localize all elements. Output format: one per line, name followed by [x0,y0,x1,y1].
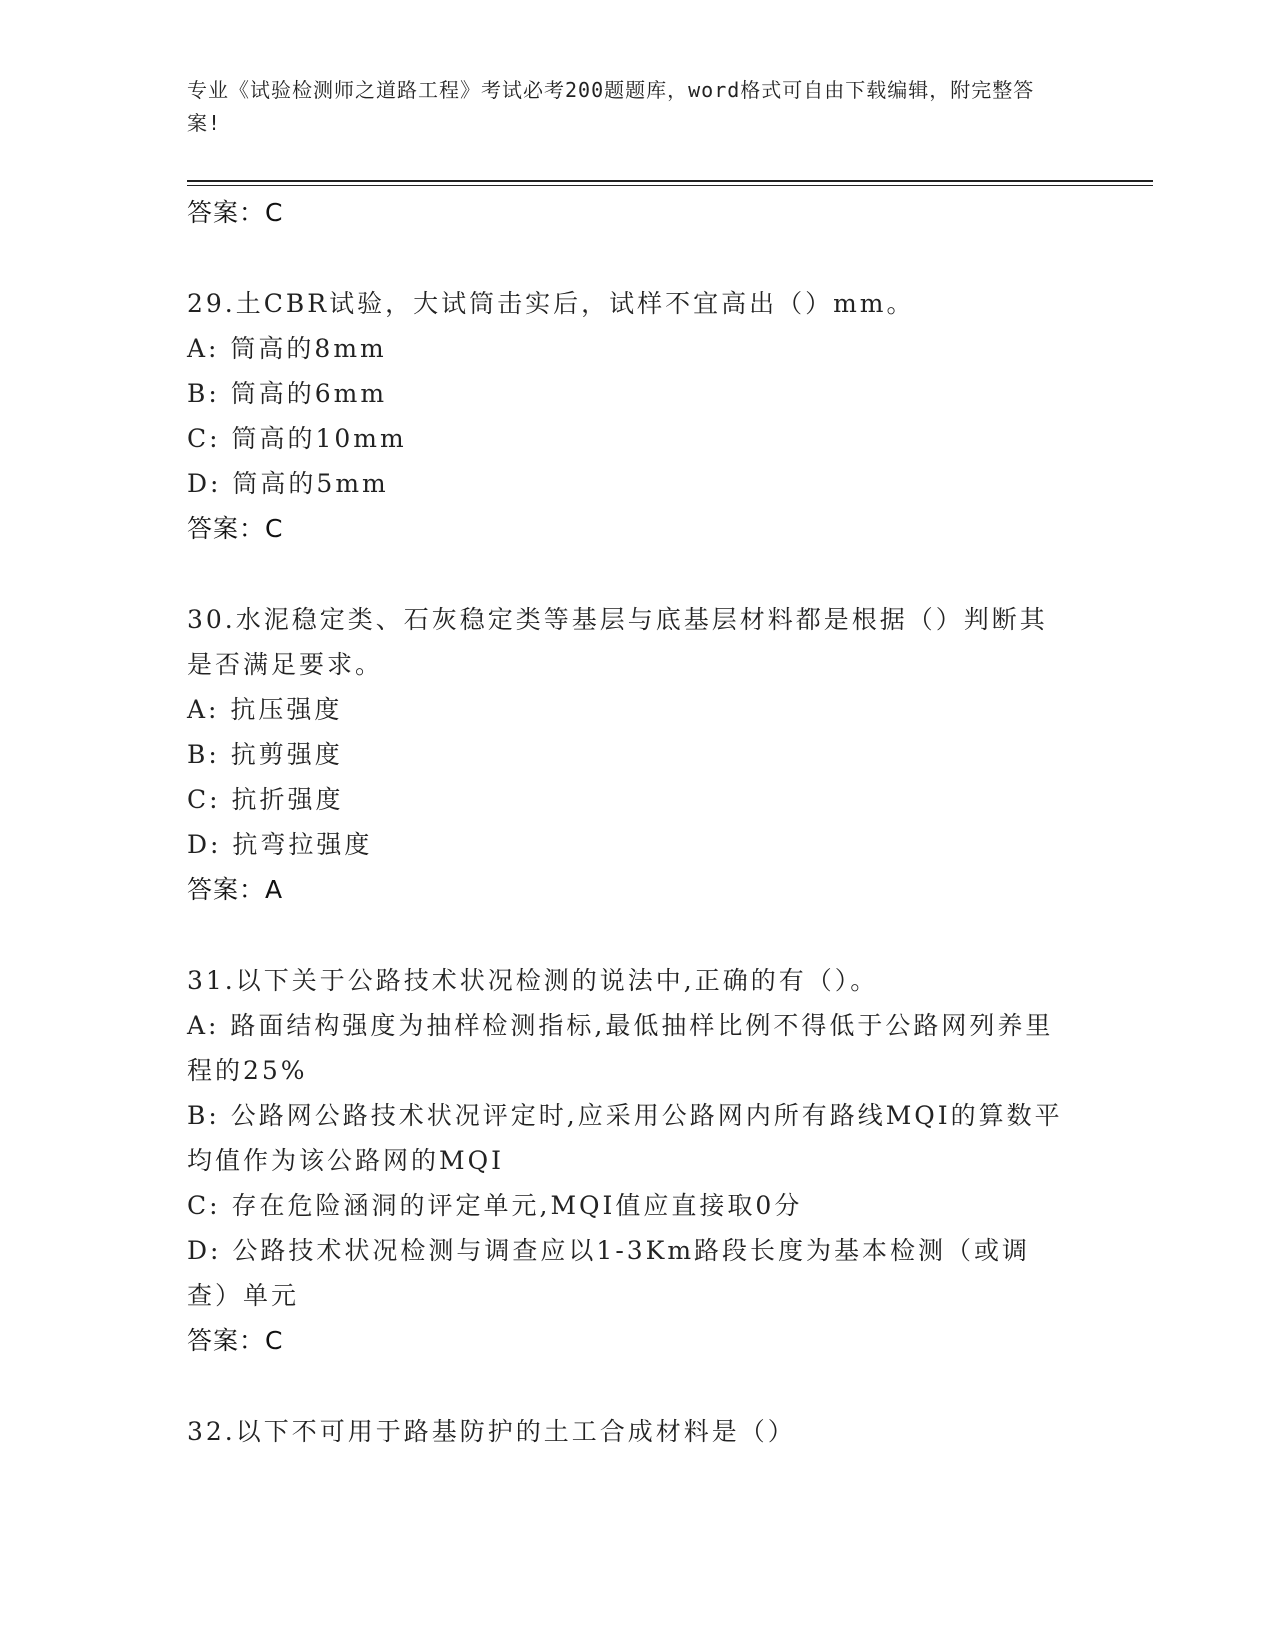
question-stem: 29.土CBR试验，大试筒击实后，试样不宜高出（）mm。 [187,289,915,318]
answer-previous-question: 答案：C [187,198,284,227]
option-a: A: 抗压强度 [187,695,343,724]
option-c: C: 筒高的10mm [187,424,407,453]
option-b: B: 筒高的6mm [187,379,388,408]
option-d: D: 公路技术状况检测与调查应以1-3Km路段长度为基本检测（或调查）单元 [187,1236,1031,1310]
option-d: D: 抗弯拉强度 [187,830,373,859]
spacer [187,912,1087,958]
question-stem: 31.以下关于公路技术状况检测的说法中,正确的有（）。 [187,966,879,995]
spacer [187,1363,1087,1409]
option-b: B: 抗剪强度 [187,740,343,769]
option-a: A: 路面结构强度为抽样检测指标,最低抽样比例不得低于公路网列养里程的25% [187,1011,1054,1085]
option-c: C: 存在危险涵洞的评定单元,MQI值应直接取0分 [187,1191,803,1220]
question-30 [187,597,1087,912]
answer: 答案：C [187,514,284,543]
document-title: 专业《试验检测师之道路工程》考试必考200题题库，word格式可自由下载编辑，附完整答案! [187,78,1035,135]
header-divider-thick [187,180,1153,182]
question-31 [187,958,1087,1363]
question-stem: 32.以下不可用于路基防护的土工合成材料是（） [187,1417,796,1446]
question-32 [187,1409,1087,1454]
option-d: D: 筒高的5mm [187,469,389,498]
answer: 答案：A [187,875,284,904]
option-a: A: 筒高的8mm [187,334,387,363]
spacer [187,235,1087,281]
question-stem: 30.水泥稳定类、石灰稳定类等基层与底基层材料都是根据（）判断其是否满足要求。 [187,605,1048,679]
header-divider-thin [187,185,1153,186]
document-header [187,74,1067,140]
option-c: C: 抗折强度 [187,785,344,814]
answer: 答案：C [187,1326,284,1355]
option-b: B: 公路网公路技术状况评定时,应采用公路网内所有路线MQI的算数平均值作为该公路网的MQI [187,1101,1063,1175]
spacer [187,551,1087,597]
question-29 [187,281,1087,551]
question-list [187,190,1087,1454]
